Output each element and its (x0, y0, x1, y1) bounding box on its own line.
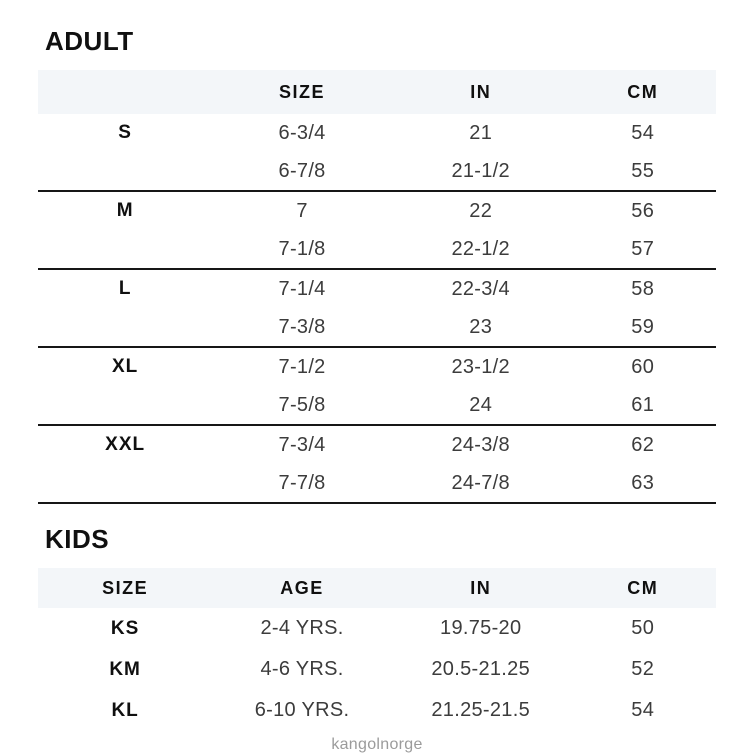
in-value: 24-3/8 (451, 433, 510, 456)
in-value: 21-1/2 (451, 159, 510, 182)
size-value: 6-3/4 (278, 121, 326, 144)
in-value: 22-3/4 (451, 277, 510, 300)
table-row (38, 192, 716, 230)
in-value: 21.25-21.5 (431, 699, 531, 721)
size-value: 7-3/8 (278, 315, 326, 338)
kids-header-cm: CM (627, 577, 659, 598)
in-value: 21 (469, 121, 493, 144)
cm-value: 52 (631, 658, 655, 680)
in-value: 23 (469, 315, 493, 338)
size-value: 7-5/8 (278, 393, 326, 416)
size-value: 7-1/2 (278, 355, 326, 378)
adult-section-title: ADULT (45, 26, 134, 56)
in-value: 23-1/2 (451, 355, 510, 378)
table-row (38, 348, 716, 386)
size-label: XL (111, 356, 139, 377)
table-row (38, 152, 716, 190)
in-value: 24-7/8 (451, 471, 510, 494)
cm-value: 58 (631, 277, 655, 300)
adult-header-cm: CM (627, 81, 659, 102)
size-label: KL (111, 699, 139, 721)
size-label: KM (109, 658, 141, 680)
adult-size-table (38, 70, 716, 504)
age-value: 4-6 YRS. (260, 658, 344, 680)
age-value: 2-4 YRS. (260, 617, 344, 639)
brand-watermark: kangolnorge (331, 736, 423, 753)
age-value: 6-10 YRS. (254, 699, 350, 721)
table-row (38, 690, 716, 731)
kids-header-size: SIZE (102, 577, 149, 598)
table-row (38, 230, 716, 268)
size-value: 7-1/8 (278, 237, 326, 260)
table-row (38, 649, 716, 690)
adult-group-xl (38, 348, 716, 426)
adult-group-xxl (38, 426, 716, 504)
size-label: XXL (105, 434, 146, 455)
kids-header-age: AGE (280, 577, 324, 598)
cm-value: 55 (631, 159, 655, 182)
cm-value: 59 (631, 315, 655, 338)
cm-value: 61 (631, 393, 655, 416)
table-row (38, 386, 716, 424)
table-row (38, 608, 716, 649)
size-value: 7-7/8 (278, 471, 326, 494)
cm-value: 54 (631, 699, 655, 721)
kids-section-title: KIDS (45, 524, 110, 554)
adult-header-in: IN (470, 81, 492, 102)
kids-header-in: IN (470, 577, 492, 598)
in-value: 22 (469, 199, 493, 222)
kids-table-header-row (38, 568, 716, 608)
cm-value: 56 (631, 199, 655, 222)
size-label: KS (110, 617, 140, 639)
adult-header-size: SIZE (279, 81, 326, 102)
adult-group-m (38, 192, 716, 270)
table-row (38, 114, 716, 152)
in-value: 22-1/2 (451, 237, 510, 260)
size-label: S (118, 122, 132, 143)
kids-size-table (38, 568, 716, 731)
in-value: 24 (469, 393, 493, 416)
adult-group-l (38, 270, 716, 348)
cm-value: 57 (631, 237, 655, 260)
size-value: 7-3/4 (278, 433, 326, 456)
size-label: L (118, 278, 132, 299)
size-value: 7 (296, 199, 308, 222)
table-row (38, 464, 716, 502)
cm-value: 54 (631, 121, 655, 144)
in-value: 20.5-21.25 (431, 658, 531, 680)
cm-value: 62 (631, 433, 655, 456)
adult-group-s (38, 114, 716, 192)
adult-table-header-row (38, 70, 716, 114)
table-row (38, 426, 716, 464)
in-value: 19.75-20 (440, 617, 522, 639)
size-value: 7-1/4 (278, 277, 326, 300)
size-label: M (116, 200, 134, 221)
table-row (38, 270, 716, 308)
table-row (38, 308, 716, 346)
cm-value: 63 (631, 471, 655, 494)
cm-value: 50 (631, 617, 655, 639)
size-value: 6-7/8 (278, 159, 326, 182)
cm-value: 60 (631, 355, 655, 378)
